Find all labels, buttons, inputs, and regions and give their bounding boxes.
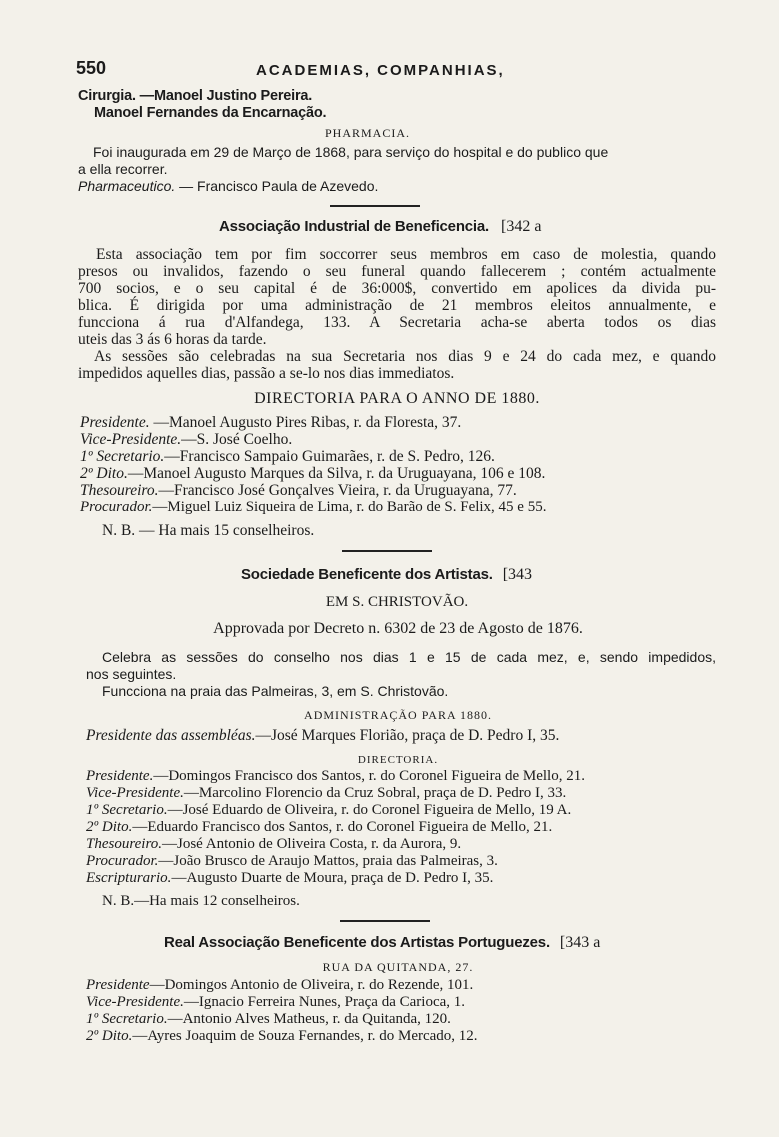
assoc-directoria-heading: DIRECTORIA PARA O ANNO DE 1880. (254, 390, 540, 407)
artistas-member (86, 819, 552, 836)
member-detail: —Antonio Alves Matheus, r. da Quitanda, 120. (167, 1011, 451, 1027)
section-divider (340, 920, 430, 922)
assoc-member (80, 414, 461, 431)
assoc-ref: [342 a (501, 218, 542, 235)
real-member (86, 1011, 451, 1028)
pharmacia-text-1: Foi inaugurada em 29 de Março de 1868, para serviço do hospital e do publico que (93, 144, 609, 160)
section-divider (342, 550, 432, 552)
member-detail: —João Brusco de Araujo Mattos, praia das Palmeiras, 3. (158, 853, 498, 869)
member-detail: —Manoel Augusto Pires Ribas, r. da Floresta, 37. (149, 414, 462, 431)
artistas-approved: Approvada por Decreto n. 6302 de 23 de Agosto de 1876. (213, 620, 583, 637)
member-role: Presidente (86, 977, 150, 993)
member-role: Presidente. (80, 414, 150, 431)
member-detail: —Domingos Francisco dos Santos, r. do Coronel Figueira de Mello, 21. (153, 768, 585, 784)
assoc-member (80, 465, 545, 482)
artistas-heading (241, 566, 532, 583)
member-detail: —Manoel Augusto Marques da Silva, r. da Uruguayana, 106 e 108. (127, 465, 546, 482)
member-role: Vice-Presidente. (86, 785, 184, 801)
pharmaceutico-line (78, 178, 378, 195)
running-title: ACADEMIAS, COMPANHIAS, (256, 62, 505, 79)
member-detail: —Ignacio Ferreira Nunes, Praça da Carioca, 1. (183, 994, 466, 1010)
member-detail: —José Antonio de Oliveira Costa, r. da Aurora, 9. (161, 836, 462, 852)
real-title: Real Associação Beneficente dos Artistas Portuguezes. (164, 934, 550, 951)
member-detail: —Francisco José Gonçalves Vieira, r. da Uruguayana, 77. (158, 482, 517, 499)
assoc-member (80, 448, 495, 465)
pharmaceutico-name: — Francisco Paula de Azevedo. (175, 178, 379, 194)
artistas-member (86, 785, 566, 802)
assoc-para-line: As sessões são celebradas na sua Secretaria nos dias 9 e 24 do cada mez, e quando (94, 348, 716, 365)
artistas-nb: N. B.—Ha mais 12 conselheiros. (102, 893, 300, 909)
artistas-directoria-heading: DIRECTORIA. (357, 754, 439, 766)
real-address: RUA DA QUITANDA, 27. (322, 960, 474, 974)
artistas-member (86, 870, 493, 887)
member-role: Thesoureiro. (80, 482, 159, 499)
artistas-ref: [343 (502, 566, 533, 583)
member-role: 1º Secretario. (86, 1011, 168, 1027)
artistas-member (86, 768, 585, 785)
member-detail: —Domingos Antonio de Oliveira, r. do Rezende, 101. (149, 977, 474, 993)
member-role: Vice-Presidente. (80, 431, 182, 448)
member-detail: —Miguel Luiz Siqueira de Lima, r. do Barão de S. Felix, 45 e 55. (152, 499, 547, 515)
assoc-para-line: uteis das 3 ás 6 horas da tarde. (78, 331, 267, 348)
pharmaceutico-role: Pharmaceutico. (78, 178, 176, 194)
artistas-para-line: Funcciona na praia das Palmeiras, 3, em S. Christovão. (102, 683, 449, 699)
member-detail: —Marcolino Florencio da Cruz Sobral, praça de D. Pedro I, 33. (183, 785, 567, 801)
artistas-assembly (86, 727, 559, 744)
artistas-para-line: nos seguintes. (86, 666, 177, 682)
member-role: 1º Secretario. (80, 448, 165, 465)
cirurgia-line-2: Manoel Fernandes da Encarnação. (94, 105, 327, 121)
member-detail: —S. José Coelho. (181, 431, 293, 448)
artistas-title: Sociedade Beneficente dos Artistas. (241, 566, 493, 583)
member-role: Presidente das assembléas. (86, 727, 256, 744)
artistas-para-line: Celebra as sessões do conselho nos dias 1 e 15 de cada mez, e, sendo impedidos, (102, 649, 716, 665)
page-number: 550 (76, 58, 107, 78)
assoc-para-line: blica. É dirigida por uma administração de 21 membros eleitos annualmente, e (78, 297, 716, 314)
assoc-member (80, 431, 292, 448)
section-divider (330, 205, 420, 207)
artistas-member (86, 836, 461, 853)
real-member (86, 977, 473, 994)
cirurgia-line: Cirurgia. —Manoel Justino Pereira. (78, 88, 313, 104)
real-member (86, 1028, 478, 1045)
assoc-para-line: funcciona á rua d'Alfandega, 133. A Secretaria acha-se aberta todos os dias (78, 314, 716, 331)
member-detail: —José Eduardo de Oliveira, r. do Coronel Figueira de Mello, 19 A. (167, 802, 572, 818)
artistas-member (86, 853, 498, 870)
artistas-member (86, 802, 571, 819)
member-detail: —Augusto Duarte de Moura, praça de D. Pedro I, 35. (171, 870, 494, 886)
member-role: Vice-Presidente. (86, 994, 184, 1010)
assoc-para-line: 700 socios, e o seu capital é de 36:000$, convertido em apolices da divida pu- (78, 280, 716, 297)
member-role: 2º Dito. (80, 465, 128, 482)
member-role: Escripturario. (86, 870, 172, 886)
assoc-title: Associação Industrial de Beneficencia. (219, 218, 490, 235)
member-role: 1º Secretario. (86, 802, 168, 818)
member-detail: —Ayres Joaquim de Souza Fernandes, r. do Mercado, 12. (132, 1028, 478, 1044)
member-role: Procurador. (86, 853, 159, 869)
member-role: 2º Dito. (86, 819, 133, 835)
member-role: Thesoureiro. (86, 836, 162, 852)
artistas-subtitle: EM S. CHRISTOVÃO. (325, 594, 469, 610)
real-member (86, 994, 465, 1011)
real-ref: [343 a (559, 934, 601, 951)
assoc-member (80, 482, 517, 499)
artistas-admin-heading: ADMINISTRAÇÃO PARA 1880. (304, 708, 492, 722)
member-detail: —Francisco Sampaio Guimarães, r. de S. Pedro, 126. (164, 448, 495, 465)
pharmacia-heading: PHARMACIA. (325, 126, 411, 140)
member-role: 2º Dito. (86, 1028, 133, 1044)
real-heading (164, 934, 600, 951)
member-detail: —Eduardo Francisco dos Santos, r. do Coronel Figueira de Mello, 21. (132, 819, 553, 835)
assoc-para-line: impedidos aquelles dias, passão a se-lo nos dias immediatos. (78, 365, 455, 382)
assoc-para-line: presos ou invalidos, fazendo o seu funeral quando fallecerem ; contém actualmente (78, 263, 716, 280)
assoc-para-line: Esta associação tem por fim soccorrer seus membros em caso de molestia, quando (96, 246, 716, 263)
assoc-heading (219, 218, 541, 235)
member-detail: —José Marques Florião, praça de D. Pedro I, 35. (255, 727, 560, 744)
member-role: Procurador. (80, 499, 153, 515)
pharmacia-text-2: a ella recorrer. (78, 161, 168, 177)
assoc-member (80, 499, 546, 516)
assoc-nb: N. B. — Ha mais 15 conselheiros. (102, 522, 315, 539)
member-role: Presidente. (86, 768, 154, 784)
